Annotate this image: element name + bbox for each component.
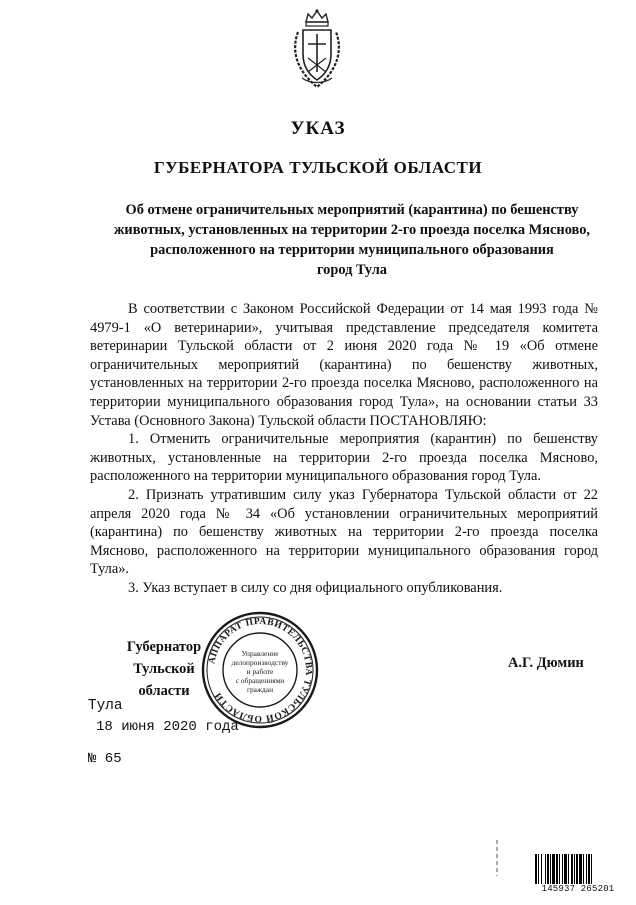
barcode-bar xyxy=(541,854,542,884)
stamp-center-line: и работе xyxy=(246,667,274,676)
subject-line: расположенного на территории муниципального образования xyxy=(150,242,554,258)
stamp-center-line: граждан xyxy=(246,685,274,694)
issuer-heading: ГУБЕРНАТОРА ТУЛЬСКОЙ ОБЛАСТИ xyxy=(153,158,483,177)
barcode-bar xyxy=(586,854,587,884)
barcode-bar xyxy=(545,854,546,884)
barcode xyxy=(534,854,622,886)
stamp-center-line: делопроизводству xyxy=(231,658,289,667)
coat-of-arms-emblem xyxy=(288,8,346,90)
subject-line: животных, установленных на территории 2-го проезда поселка Мясново, xyxy=(113,222,590,238)
barcode-bar xyxy=(579,854,582,884)
barcode-bar xyxy=(559,854,560,884)
decree-number: № 65 xyxy=(88,751,122,767)
subject-line: Об отмене ограничительных мероприятий (карантина) по бешенству xyxy=(125,202,579,218)
barcode-bar xyxy=(591,854,592,884)
official-stamp xyxy=(200,610,320,730)
barcode-bar xyxy=(562,854,563,884)
decree-subject xyxy=(92,200,612,280)
barcode-bar xyxy=(550,854,551,884)
barcode-bar xyxy=(571,854,573,884)
barcode-bar xyxy=(556,854,558,884)
signatory-name: А.Г. Дюмин xyxy=(508,655,584,671)
barcode-bar xyxy=(552,854,555,884)
barcode-bar xyxy=(574,854,575,884)
document-type-heading: УКАЗ xyxy=(290,118,346,139)
decree-item-3: 3. Указ вступает в силу со дня официального опубликования. xyxy=(128,579,503,596)
barcode-bar xyxy=(538,854,539,884)
stamp-center-line: с обращениями xyxy=(235,676,285,685)
stamp-center-line: Управление xyxy=(241,649,279,658)
decree-item-1: 1. Отменить ограничительные мероприятия (карантин) по бешенству животных, установленные на территории 2-го проезда поселка Мясново, расположенного на территории муниципального образования город Тула. xyxy=(90,431,598,485)
decree-body xyxy=(90,300,598,598)
stamp-ring-text: АППАРАТ ПРАВИТЕЛЬСТВА ТУЛЬСКОЙ ОБЛАСТИ xyxy=(207,616,314,724)
barcode-bar xyxy=(547,854,549,884)
signing-date: 18 июня 2020 года xyxy=(96,719,239,735)
place-of-signing: Тула xyxy=(88,698,123,714)
signatory-title-line: Тульской области xyxy=(133,661,195,699)
decree-item-2: 2. Признать утратившим силу указ Губернатора Тульской области от 22 апреля 2020 года № 34 «Об установлении ограничительных мероприятий (карантина) по бешенству животных на территории 2-го проезда поселка Мясново, расположенного на территории муниципального образования город Тула». xyxy=(90,486,598,578)
signatory-title-line: Губернатор xyxy=(126,639,202,655)
subject-line: город Тула xyxy=(316,262,388,278)
barcode-bar xyxy=(535,854,537,884)
barcode-bar xyxy=(576,854,578,884)
barcode-number: 145937 265201 xyxy=(541,884,615,894)
preamble-paragraph: В соответствии с Законом Российской Федерации от 14 мая 1993 года № 4979-1 «О ветеринарии», учитывая представление председателя комитета ветеринарии Тульской области от 2 июня 2020 года № 19 «Об отмене ограничительных мероприятий (карантина) по бешенству животных, установленных на территории 2-го проезда поселка Мясново, расположенного на территории муниципального образования город Тула», на основании статьи 33 Устава (Основного Закона) Тульской области ПОСТАНОВЛЯЮ: xyxy=(90,301,598,429)
barcode-bar xyxy=(583,854,584,884)
scan-artifact-line xyxy=(496,840,498,876)
barcode-bar xyxy=(564,854,567,884)
barcode-bar xyxy=(568,854,569,884)
barcode-bar xyxy=(588,854,590,884)
